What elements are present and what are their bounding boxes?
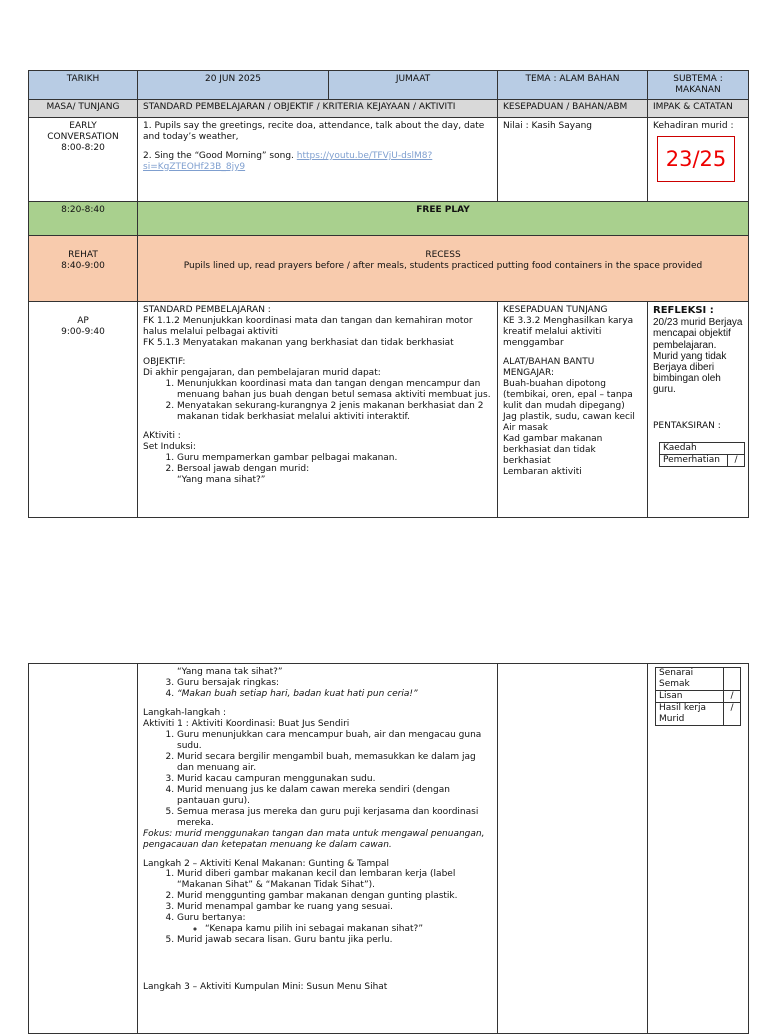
refleksi-title: REFLEKSI :	[653, 304, 714, 316]
langkah-2-item: 2. Murid menggunting gambar makanan dengan gunting plastik.	[177, 891, 492, 902]
p2-impak-cell	[648, 664, 749, 1034]
alat-item: Jag plastik, sudu, cawan kecil	[503, 411, 635, 422]
objektif-item: 2. Menyatakan sekurang-kurangnya 2 jenis makanan berkhasiat dan 2 makanan tidak berkhasiat melalui aktiviti interaktif.	[177, 401, 492, 423]
langkah-2-item: 3. Murid menampal gambar ke ruang yang sesuai.	[177, 902, 492, 913]
ap-time: 9:00-9:40	[61, 326, 105, 337]
aktiviti-1-item: 5. Semua merasa jus mereka dan guru puji kerjasama dan koordinasi mereka.	[177, 807, 492, 829]
masa-header: MASA/ TUNJANG	[29, 99, 138, 117]
impak-header: IMPAK & CATATAN	[648, 99, 749, 117]
kesepaduan-title: KESEPADUAN TUNJANG	[503, 304, 608, 315]
aktiviti-1-title: Aktiviti 1 : Aktiviti Koordinasi: Buat Jus Sendiri	[143, 718, 350, 729]
attendance-count: 23/25	[657, 136, 735, 182]
langkah-2-title: Langkah 2 – Aktiviti Kenal Makanan: Gunting & Tampal	[143, 858, 389, 869]
lesson-plan-table-1	[28, 70, 749, 518]
recess-title: RECESS	[425, 249, 461, 260]
set-induksi-title: Set Induksi:	[143, 441, 196, 452]
induksi-item: 2. Bersoal jawab dengan murid:	[177, 464, 492, 475]
alat-item: Air masak	[503, 422, 548, 433]
pentaksiran-title: PENTAKSIRAN :	[653, 421, 721, 432]
rehat-label: REHAT	[68, 249, 98, 260]
sp-line-2: FK 5.1.3 Menyatakan makanan yang berkhasiat dan tidak berkhasiat	[143, 337, 454, 348]
lisan-mark: /	[724, 690, 741, 702]
kesepaduan-text: KE 3.3.2 Menghasilkan karya kreatif melalui aktiviti menggambar	[503, 315, 634, 348]
lisan-label: Lisan	[656, 690, 724, 702]
aktiviti-title: AKtiviti :	[143, 430, 181, 441]
freeplay-time: 8:20-8:40	[29, 201, 138, 235]
freeplay-label: FREE PLAY	[138, 201, 749, 235]
objektif-list	[143, 379, 492, 423]
sp-line-1: FK 1.1.2 Menunjukkan koordinasi mata dan tangan dan kemahiran motor halus melalui pelbagai aktiviti	[143, 315, 473, 337]
alat-item: Kad gambar makanan berkhasiat dan tidak berkhasiat	[503, 433, 603, 466]
langkah-3-title: Langkah 3 – Aktiviti Kumpulan Mini: Susun Menu Sihat	[143, 982, 388, 993]
early-line-2	[143, 151, 492, 173]
langkah-2-item	[177, 913, 492, 935]
kaedah-label: Kaedah	[660, 443, 745, 455]
pemerhatian-label: Pemerhatian	[660, 455, 728, 467]
sp-title: STANDARD PEMBELAJARAN :	[143, 304, 271, 315]
induksi-question-2: “Yang mana tak sihat?”	[177, 667, 283, 677]
kehadiran-label: Kehadiran murid :	[653, 120, 734, 131]
langkah-title: Langkah-langkah :	[143, 707, 227, 718]
fokus-text	[143, 829, 492, 851]
induksi-item: 3. Guru bersajak ringkas:	[177, 678, 492, 689]
aktiviti-1-list	[143, 730, 492, 829]
pentaksiran-table	[659, 442, 745, 467]
langkah-2-item: 1. Murid diberi gambar makanan kecil dan lembaran kerja (label “Makanan Sihat” & “Makanan Tidak Sihat”).	[177, 869, 492, 891]
induksi-question-1: “Yang mana sihat?”	[177, 474, 266, 485]
aktiviti-1-item: 2. Murid secara bergilir mengambil buah, memasukkan ke dalam jag dan menuang air.	[177, 752, 492, 774]
senarai-label: Senarai Semak	[656, 668, 724, 691]
langkah-2-item-text: Guru bertanya:	[177, 913, 246, 924]
day-cell: JUMAAT	[329, 71, 498, 100]
early-line-2-text: 2. Sing the “Good Morning” song.	[143, 150, 297, 161]
p2-activity-cell	[138, 664, 498, 1034]
pemerhatian-mark: /	[728, 455, 745, 467]
p2-time-cell	[29, 664, 138, 1034]
fokus-italic: Fokus: murid menggunakan tangan dan mata untuk mengawal penuangan, pengacauan dan ketepatan menuang ke dalam cawan.	[143, 828, 485, 850]
aktiviti-1-item: 3. Murid kacau campuran menggunakan sudu.	[177, 774, 492, 785]
tema-cell: TEMA : ALAM BAHAN	[498, 71, 648, 100]
alat-item: Lembaran aktiviti	[503, 466, 582, 477]
langkah-2-sublist	[177, 924, 492, 935]
early-line-1: 1. Pupils say the greetings, recite doa, attendance, talk about the day, date and today’s weather,	[143, 120, 485, 142]
ap-time-cell	[29, 301, 138, 517]
recess-cell	[138, 235, 749, 301]
early-label: EARLY CONVERSATION	[47, 120, 119, 142]
langkah-2-item: 5. Murid jawab secara lisan. Guru bantu jika perlu.	[177, 935, 492, 946]
aktiviti-1-item: 1. Guru menunjukkan cara mencampur buah, air dan mengacau guna sudu.	[177, 730, 492, 752]
sajak-text: “Makan buah setiap hari, badan kuat hati pun ceria!”	[177, 688, 418, 699]
good-morning-song-link[interactable]: https://youtu.be/TFVjU-dslM8?si=KgZTEOHf23B_8jy9	[143, 150, 433, 172]
hasil-mark: /	[724, 702, 741, 725]
ap-kesepaduan-cell	[498, 301, 648, 517]
ap-activity-cell	[138, 301, 498, 517]
pentaksiran-table-2	[655, 667, 741, 726]
subtema-cell: SUBTEMA : MAKANAN	[648, 71, 749, 100]
early-time-cell	[29, 117, 138, 201]
objektif-intro: Di akhir pengajaran, dan pembelajaran murid dapat:	[143, 367, 381, 378]
recess-text: Pupils lined up, read prayers before / after meals, students practiced putting food containers in the space provided	[183, 260, 703, 271]
date-cell: 20 JUN 2025	[138, 71, 329, 100]
kesepaduan-header: KESEPADUAN / BAHAN/ABM	[498, 99, 648, 117]
alat-title: ALAT/BAHAN BANTU MENGAJAR:	[503, 356, 595, 378]
langkah-2-list	[143, 869, 492, 946]
p2-kesepaduan-cell	[498, 664, 648, 1034]
attendance-cell	[648, 117, 749, 201]
aktiviti-1-item: 4. Murid menuang jus ke dalam cawan mereka sendiri (dengan pantauan guru).	[177, 785, 492, 807]
standard-header: STANDARD PEMBELAJARAN / OBJEKTIF / KRITERIA KEJAYAAN / AKTIVITI	[138, 99, 498, 117]
senarai-mark	[724, 668, 741, 691]
induksi-list	[143, 453, 492, 475]
hasil-label: Hasil kerja Murid	[656, 702, 724, 725]
refleksi-text: 20/23 murid Berjaya mencapai objektif pembelajaran. Murid yang tidak Berjaya diberi bimbingan oleh guru.	[653, 317, 743, 396]
objektif-title: OBJEKTIF:	[143, 356, 186, 367]
nilai-cell: Nilai : Kasih Sayang	[498, 117, 648, 201]
induksi-item: 1. Guru mempamerkan gambar pelbagai makanan.	[177, 453, 492, 464]
rehat-time: 8:40-9:00	[61, 260, 105, 271]
rehat-cell	[29, 235, 138, 301]
langkah-2-question: ◦ “Kenapa kamu pilih ini sebagai makanan sihat?”	[205, 924, 492, 935]
ap-impak-cell	[648, 301, 749, 517]
early-activity-cell	[138, 117, 498, 201]
tarikh-label: TARIKH	[29, 71, 138, 100]
ap-label: AP	[77, 315, 89, 326]
induksi-list-cont	[143, 678, 492, 700]
objektif-item: 1. Menunjukkan koordinasi mata dan tangan dengan mencampur dan menuang bahan jus buah dengan betul semasa aktiviti membuat jus.	[177, 379, 492, 401]
induksi-item	[177, 689, 492, 700]
early-time: 8:00-8:20	[61, 142, 105, 153]
alat-item: Buah-buahan dipotong (tembikai, oren, epal – tanpa kulit dan mudah dipegang)	[503, 378, 633, 411]
lesson-plan-table-2	[28, 663, 749, 1034]
